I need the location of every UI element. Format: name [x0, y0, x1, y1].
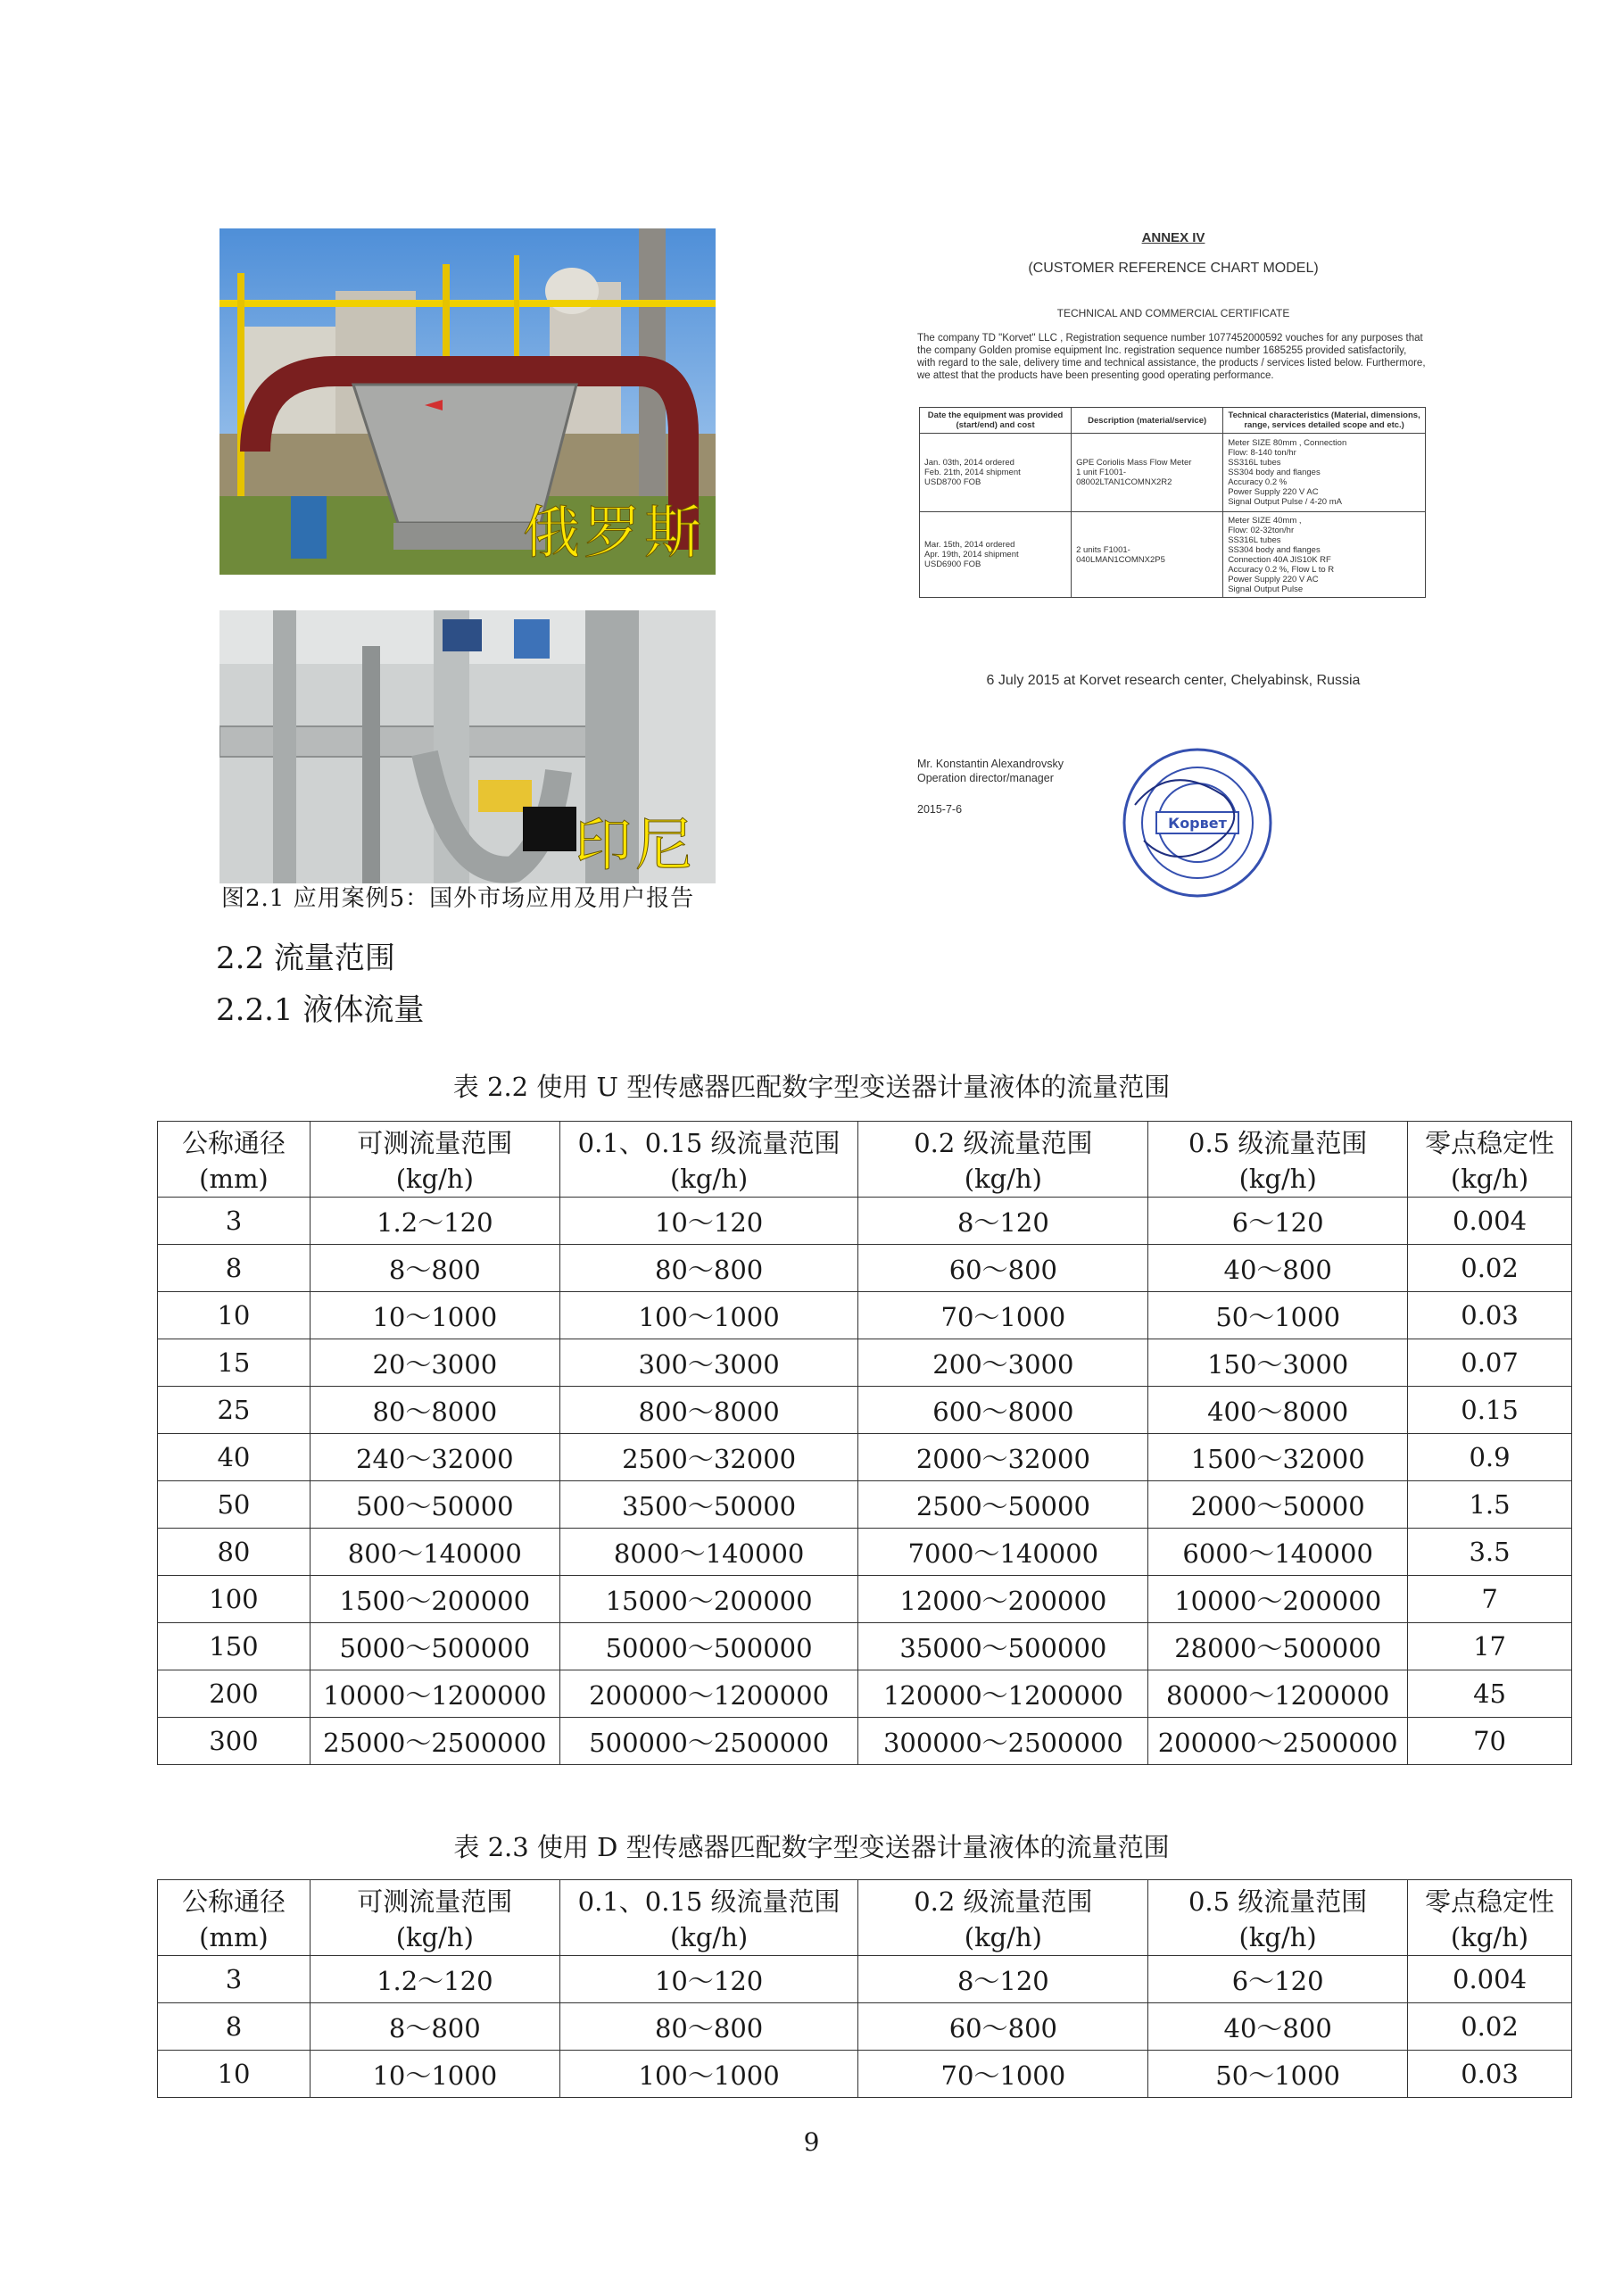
section-heading-2-2-1: 2.2.1 液体流量 — [216, 992, 425, 1028]
table-row — [158, 1623, 1572, 1670]
table-cell: 35000～500000 — [858, 1623, 1148, 1670]
table-row — [158, 1576, 1572, 1623]
table-cell: 80～8000 — [310, 1387, 559, 1434]
col-header-class-01: 0.1、0.15 级流量范围 (kg/h) — [559, 1122, 858, 1198]
table-cell: 12000～200000 — [858, 1576, 1148, 1623]
table-cell: 5000～500000 — [310, 1623, 559, 1670]
stamp-text: Корвет — [1168, 815, 1227, 832]
table-cell: 10 — [158, 1292, 311, 1339]
col-header-range: 可测流量范围 (kg/h) — [310, 1880, 559, 1956]
col-header-zero-stability: 零点稳定性 (kg/h) — [1408, 1880, 1572, 1956]
table-cell: 80～800 — [559, 2003, 858, 2051]
col-header-class-01: 0.1、0.15 级流量范围 (kg/h) — [559, 1880, 858, 1956]
table-cell: 40 — [158, 1434, 311, 1481]
table-row — [158, 2003, 1572, 2051]
table-cell: 6～120 — [1148, 1198, 1408, 1245]
table-cell: 100 — [158, 1576, 311, 1623]
table-cell: 0.03 — [1408, 2051, 1572, 2098]
certificate-sign-date: 2015-7-6 — [917, 803, 963, 816]
certificate-signer — [917, 757, 1064, 785]
table-cell: 6～120 — [1148, 1956, 1408, 2003]
table-cell: 50～1000 — [1148, 1292, 1408, 1339]
cert-header-tech: Technical characteristics (Material, dimensions, range, services detailed scope and etc.) — [1223, 408, 1426, 434]
table-cell: 1.2～120 — [310, 1198, 559, 1245]
table-cell: 10～120 — [559, 1956, 858, 2003]
certificate-heading: TECHNICAL AND COMMERCIAL CERTIFICATE — [1056, 307, 1290, 319]
table-cell: 50000～500000 — [559, 1623, 858, 1670]
cert-row-tech: Meter SIZE 80mm , Connection Flow: 8-140 ton/hr SS316L tubes SS304 body and flanges Accuracy 0.2 % Power Supply 220 V AC Signal Output Pulse / 4-20 mA — [1223, 434, 1426, 512]
table-cell: 50～1000 — [1148, 2051, 1408, 2098]
cert-row-tech: Meter SIZE 40mm , Flow: 02-32ton/hr SS316L tubes SS304 body and flanges Connection 40A JIS10K RF Accuracy 0.2 %, Flow L to R Power Supply 220 V AC Signal Output Pulse — [1223, 512, 1426, 598]
certificate-table — [919, 407, 1426, 598]
table-cell: 0.02 — [1408, 1245, 1572, 1292]
table-cell: 28000～500000 — [1148, 1623, 1408, 1670]
table-row — [158, 1434, 1572, 1481]
table-cell: 8～120 — [858, 1198, 1148, 1245]
certificate-subtitle: (CUSTOMER REFERENCE CHART MODEL) — [1028, 261, 1319, 276]
table-cell: 100～1000 — [559, 2051, 858, 2098]
table-cell: 17 — [1408, 1623, 1572, 1670]
table-cell: 10 — [158, 2051, 311, 2098]
table-cell: 8000～140000 — [559, 1529, 858, 1576]
table-cell: 2500～50000 — [858, 1481, 1148, 1529]
table-cell: 400～8000 — [1148, 1387, 1408, 1434]
table-cell: 8 — [158, 2003, 311, 2051]
cert-header-desc: Description (material/service) — [1072, 408, 1223, 434]
table-cell: 3500～50000 — [559, 1481, 858, 1529]
table-cell: 800～8000 — [559, 1387, 858, 1434]
table-cell: 80 — [158, 1529, 311, 1576]
table-cell: 3 — [158, 1198, 311, 1245]
section-heading-2-2: 2.2 流量范围 — [216, 941, 395, 976]
table-cell: 0.004 — [1408, 1198, 1572, 1245]
cert-row-desc: 2 units F1001-040LMAN1COMNX2P5 — [1072, 512, 1223, 598]
table-cell: 1500～32000 — [1148, 1434, 1408, 1481]
table-cell: 40～800 — [1148, 1245, 1408, 1292]
table-cell: 15 — [158, 1339, 311, 1387]
table-row — [158, 1339, 1572, 1387]
photo-indonesia-label: 印尼 — [575, 813, 696, 879]
figure-caption: 图2.1 应用案例5：国外市场应用及用户报告 — [221, 885, 695, 912]
table-cell: 500000～2500000 — [559, 1718, 858, 1765]
table-cell: 1.5 — [1408, 1481, 1572, 1529]
table-cell: 0.004 — [1408, 1956, 1572, 2003]
col-header-diameter: 公称通径 (mm) — [158, 1880, 311, 1956]
col-header-class-02: 0.2 级流量范围 (kg/h) — [858, 1880, 1148, 1956]
table-2-3-caption: 表 2.3 使用 D 型传感器匹配数字型变送器计量液体的流量范围 — [453, 1832, 1170, 1862]
signer-name: Mr. Konstantin Alexandrovsky — [917, 758, 1064, 770]
table-cell: 150～3000 — [1148, 1339, 1408, 1387]
signer-title: Operation director/manager — [917, 772, 1054, 784]
table-2-2-caption: 表 2.2 使用 U 型传感器匹配数字型变送器计量液体的流量范围 — [452, 1072, 1171, 1102]
table-cell: 500～50000 — [310, 1481, 559, 1529]
table-cell: 800～140000 — [310, 1529, 559, 1576]
table-cell: 60～800 — [858, 1245, 1148, 1292]
table-row — [158, 1245, 1572, 1292]
table-cell: 200000～2500000 — [1148, 1718, 1408, 1765]
table-cell: 0.9 — [1408, 1434, 1572, 1481]
table-cell: 100～1000 — [559, 1292, 858, 1339]
table-cell: 200000～1200000 — [559, 1670, 858, 1718]
table-cell: 10～1000 — [310, 2051, 559, 2098]
table-cell: 25 — [158, 1387, 311, 1434]
table-cell: 50 — [158, 1481, 311, 1529]
table-row — [158, 1670, 1572, 1718]
table-cell: 7000～140000 — [858, 1529, 1148, 1576]
table-cell: 3.5 — [1408, 1529, 1572, 1576]
table-cell: 240～32000 — [310, 1434, 559, 1481]
table-cell: 0.02 — [1408, 2003, 1572, 2051]
company-stamp — [1117, 742, 1278, 908]
table-cell: 10～1000 — [310, 1292, 559, 1339]
table-cell: 8～120 — [858, 1956, 1148, 2003]
table-cell: 300000～2500000 — [858, 1718, 1148, 1765]
table-cell: 8 — [158, 1245, 311, 1292]
table-row — [158, 1718, 1572, 1765]
col-header-class-02: 0.2 级流量范围 (kg/h) — [858, 1122, 1148, 1198]
page-number: 9 — [803, 2127, 820, 2157]
cert-row-date: Mar. 15th, 2014 ordered Apr. 19th, 2014 shipment USD6900 FOB — [920, 512, 1072, 598]
col-header-class-05: 0.5 级流量范围 (kg/h) — [1148, 1880, 1408, 1956]
cert-header-date: Date the equipment was provided (start/end) and cost — [920, 408, 1072, 434]
col-header-range: 可测流量范围 (kg/h) — [310, 1122, 559, 1198]
table-row — [158, 1529, 1572, 1576]
col-header-zero-stability: 零点稳定性 (kg/h) — [1408, 1122, 1572, 1198]
table-cell: 70～1000 — [858, 2051, 1148, 2098]
table-cell: 0.03 — [1408, 1292, 1572, 1339]
col-header-class-05: 0.5 级流量范围 (kg/h) — [1148, 1122, 1408, 1198]
table-cell: 200 — [158, 1670, 311, 1718]
certificate-annex: ANNEX IV — [1141, 230, 1205, 245]
table-d-sensor-flow — [157, 1879, 1572, 2098]
table-cell: 10000～200000 — [1148, 1576, 1408, 1623]
table-cell: 150 — [158, 1623, 311, 1670]
photo-indonesia — [219, 610, 716, 883]
table-cell: 300 — [158, 1718, 311, 1765]
table-cell: 8～800 — [310, 1245, 559, 1292]
table-cell: 120000～1200000 — [858, 1670, 1148, 1718]
table-cell: 6000～140000 — [1148, 1529, 1408, 1576]
table-cell: 70 — [1408, 1718, 1572, 1765]
certificate-date-line: 6 July 2015 at Korvet research center, Chelyabinsk, Russia — [986, 673, 1361, 688]
table-cell: 10000～1200000 — [310, 1670, 559, 1718]
table-cell: 300～3000 — [559, 1339, 858, 1387]
table-cell: 80～800 — [559, 1245, 858, 1292]
table-cell: 2000～32000 — [858, 1434, 1148, 1481]
table-cell: 2500～32000 — [559, 1434, 858, 1481]
table-header-row — [158, 1880, 1572, 1956]
table-cell: 3 — [158, 1956, 311, 2003]
table-row — [158, 1956, 1572, 2003]
table-cell: 2000～50000 — [1148, 1481, 1408, 1529]
table-cell: 20～3000 — [310, 1339, 559, 1387]
col-header-diameter: 公称通径 (mm) — [158, 1122, 311, 1198]
table-cell: 45 — [1408, 1670, 1572, 1718]
table-cell: 10～120 — [559, 1198, 858, 1245]
table-header-row — [158, 1122, 1572, 1198]
table-cell: 7 — [1408, 1576, 1572, 1623]
certificate-paragraph: The company TD "Korvet" LLC , Registration sequence number 1077452000592 vouches for any purposes that the company Golden promise equipment Inc. registration sequence number 1685255 provided satisfactorily, with regard to the sale, delivery time and technical assistance, the products / services listed below. Furthermore, we attest that the products have been presenting good operating performance. — [917, 333, 1426, 381]
table-row — [158, 1387, 1572, 1434]
table-cell: 600～8000 — [858, 1387, 1148, 1434]
photo-russia-label: 俄罗斯 — [523, 501, 705, 567]
cert-row-desc: GPE Coriolis Mass Flow Meter 1 unit F1001- 08002LTAN1COMNX2R2 — [1072, 434, 1223, 512]
table-row — [158, 2051, 1572, 2098]
table-cell: 0.07 — [1408, 1339, 1572, 1387]
cert-row-date: Jan. 03th, 2014 ordered Feb. 21th, 2014 shipment USD8700 FOB — [920, 434, 1072, 512]
table-row — [158, 1292, 1572, 1339]
table-cell: 80000～1200000 — [1148, 1670, 1408, 1718]
table-cell: 70～1000 — [858, 1292, 1148, 1339]
table-row — [158, 1198, 1572, 1245]
table-u-sensor-flow — [157, 1121, 1572, 1765]
table-cell: 60～800 — [858, 2003, 1148, 2051]
table-cell: 200～3000 — [858, 1339, 1148, 1387]
table-cell: 1500～200000 — [310, 1576, 559, 1623]
table-cell: 0.15 — [1408, 1387, 1572, 1434]
photo-russia — [219, 228, 716, 575]
table-row — [158, 1481, 1572, 1529]
table-cell: 25000～2500000 — [310, 1718, 559, 1765]
table-cell: 8～800 — [310, 2003, 559, 2051]
table-cell: 1.2～120 — [310, 1956, 559, 2003]
table-cell: 40～800 — [1148, 2003, 1408, 2051]
table-cell: 15000～200000 — [559, 1576, 858, 1623]
reference-certificate — [910, 221, 1437, 882]
